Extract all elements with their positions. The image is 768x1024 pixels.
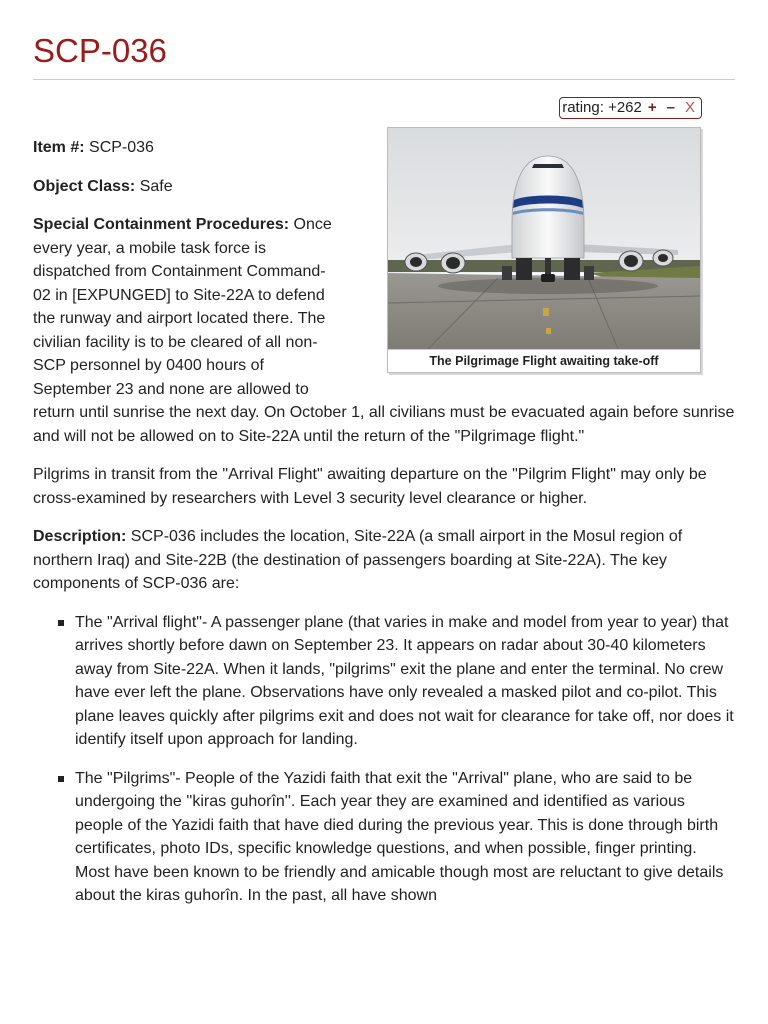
rating-row xyxy=(33,80,735,126)
object-class-label: Object Class: xyxy=(33,177,136,195)
description-field xyxy=(33,525,735,596)
procedures-line: civilian facility is to be cleared of all non- xyxy=(33,333,318,351)
procedures-continuation: return until sunrise the next day. On October 1, all civilians must be evacuated again before sunrise and will not be allowed on to Site-22A until the return of the "Pilgrimage flight." xyxy=(33,404,735,445)
airplane-photo xyxy=(388,128,700,349)
rate-down-button[interactable]: – xyxy=(666,99,675,116)
pilgrims-note: Pilgrims in transit from the "Arrival Flight" awaiting departure on the "Pilgrim Flight" may only be cross-examined by researchers with Level 3 security level clearance or higher. xyxy=(33,466,707,507)
rating-value: rating: +262 xyxy=(562,99,642,116)
fuselage xyxy=(512,156,584,258)
list-item: The "Pilgrims"- People of the Yazidi faith that exit the "Arrival" plane, who are said to be undergoing the ''kiras guhorîn''. Each year they are examined and identified as various people of the Yazidi faith that have died during the previous year. This is done through birth certificates, photo IDs, specific knowledge questions, and when possible, finger printing. Most have been known to be friendly and amicable though most are reluctant to give details about the kiras guhorîn. In the past, all have shown xyxy=(75,767,735,908)
item-number-label: Item #: xyxy=(33,139,85,156)
item-number-value: SCP-036 xyxy=(89,139,154,156)
procedures-label: Special Containment Procedures: xyxy=(33,216,290,233)
image-caption: The Pilgrimage Flight awaiting take-off xyxy=(388,349,700,372)
procedures-line: Once xyxy=(293,216,332,233)
components-list xyxy=(33,611,735,908)
page-title: SCP-036 xyxy=(33,0,735,80)
description-label: Description: xyxy=(33,528,127,545)
cockpit-windows xyxy=(532,164,564,168)
main-gear-left xyxy=(516,258,532,280)
procedures-line: SCP personnel by 0400 hours of xyxy=(33,357,264,374)
procedures-line: dispatched from Containment Command- xyxy=(33,263,326,280)
procedures-line: the runway and airport located there. The xyxy=(33,310,326,327)
rating-module xyxy=(559,97,702,119)
procedures-line: 02 in [EXPUNGED] to Site-22A to defend xyxy=(33,286,325,304)
rate-up-button[interactable]: + xyxy=(647,99,657,116)
procedures-line: September 23 and none are allowed to xyxy=(33,380,309,398)
procedures-beside-image xyxy=(33,213,358,401)
list-item: The "Arrival flight"- A passenger plane (that varies in make and model from year to year) that arrives shortly before dawn on September 23. It appears on radar about 30-40 kilometers away from Site-22A. When it lands, "pilgrims" exit the plane and enter the terminal. No crew have ever left the plane. Observations have only revealed a masked pilot and co-pilot. This plane leaves quickly after pilgrims exit and does not wait for clearance for take off, nor does it identify itself upon approach for landing. xyxy=(75,611,735,752)
rate-cancel-button[interactable]: X xyxy=(684,99,695,116)
procedures-line: every year, a mobile task force is xyxy=(33,239,266,257)
description-text: SCP-036 includes the location, Site-22A (a small airport in the Mosul region of northern Iraq) and Site-22B (the destination of passengers boarding at Site-22A). The key components of SCP-036 are: xyxy=(33,528,683,592)
scp-image-block xyxy=(387,127,701,373)
nose-gear xyxy=(545,258,551,276)
object-class-value: Safe xyxy=(139,177,173,195)
main-gear-right xyxy=(564,258,580,280)
